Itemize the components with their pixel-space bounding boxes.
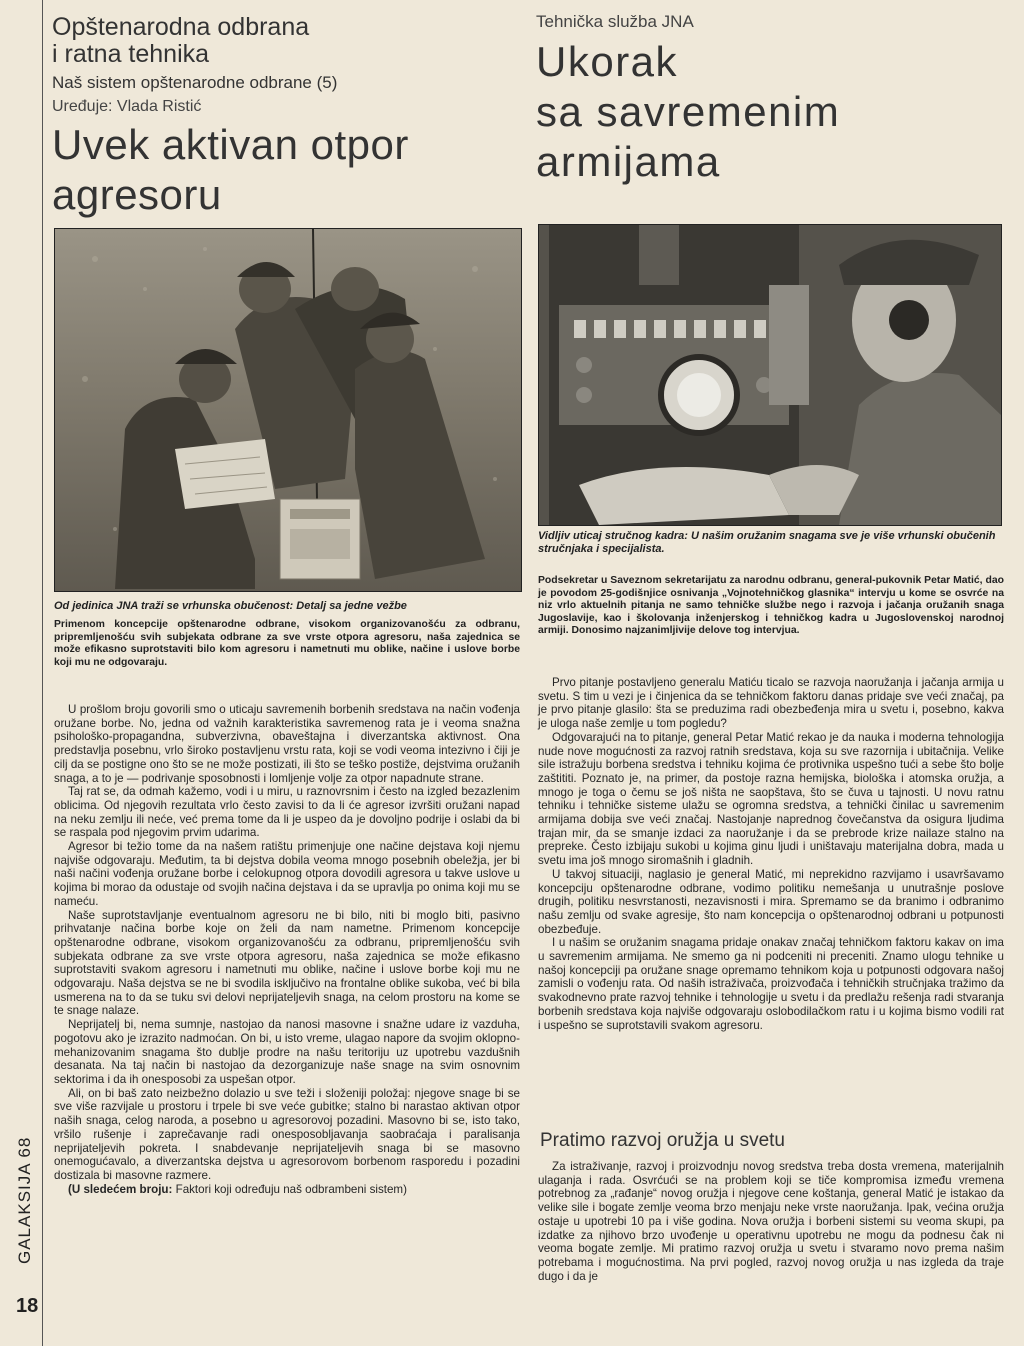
margin-rule	[42, 0, 43, 1346]
left-headline-2: agresoru	[52, 171, 222, 218]
right-article-header	[536, 8, 1006, 185]
series-title: Naš sistem opštenarodne odbrane (5)	[52, 73, 338, 92]
left-lead-paragraph: Primenom koncepcije opštenarodne odbrane, visokom organizovanošću za odbranu, pripremljenošću svih subjekata odbrane za sve vrste otpora agresoru, naša zajednica se može efikasno suprotstaviti bilo kom agresoru i nametnuti mu oblike, načine i uslove borbe koji mu ne odgovaraju.	[54, 619, 520, 668]
right-paragraph: I u našim se oružanim snagama pridaje onakav značaj tehničkom faktoru kakav on ima u savremenim armijama. Ne smemo ga ni podceniti ni preceniti. Znamo ulogu tehnike u našoj koncepciji pa oružane snage opremamo tehnikom koja u potpunosti odgovara našoj zamisli o vođenju rata. Od naših istraživača, proizvođača i tehničkih stručnjaka tražimo da svakodnevno prate razvoj tehnike i tehnologije u svetu i da predlažu rešenja radi stvaranja borbenih sredstava koja najviše odgovaraju oslobodilačkom ratu i u kojima bismo vodili rat i uspešno se suprotstavili svakom agresoru.	[538, 936, 1004, 1032]
next-issue-label: (U sledećem broju:	[68, 1182, 173, 1196]
editor-line: Uređuje: Vlada Ristić	[52, 98, 202, 115]
page-number: 18	[16, 1295, 39, 1317]
soldiers-field-photo	[54, 228, 522, 592]
right-paragraph: Za istraživanje, razvoj i proizvodnju novog sredstva treba dosta vremena, materijalnih ulaganja i rada. Osvrćući se na problem koji se tiče kompromisa između vremena potrebnog za „rađanje“ novog oružja i njegove cene koštanja, general Matić je istakao da velike sile i bogate zemlje veoma brzo menjaju neke vrste naoružanja. Ipak, većina oružja ostaje u upotrebi 10 pa i više godina. Nova oružja i borbeni sistemi su veoma skupi, pa izdatke za njihovo brzo uvođenje u operativnu upotrebu ne mogu da podnesu čak ni veoma bogate zemlje. Mi pratimo razvoj oružja u svetu i stvaramo novo prema našim potrebama i mogućnostima. Na prvi pogled, razvoj novog oružja u nas izgleda da traje dugo i da je	[538, 1160, 1004, 1283]
left-paragraph: Ali, on bi baš zato neizbežno dolazio u sve teži i složeniji položaj: njegove snage bi se sve više razvijale u prostoru i trpele bi sve veće gubitke; stalno bi narastao aktivan otpor naših snaga, celog naroda, a posebno u agresorovoj pozadini. Masovno bi se, isto tako, vršilo rušenje i zaprečavanje radi onesposobljavanja saobraćaja i paralisanja neprijateljevih pokreta. I snabdevanje neprijateljevih snaga bi se masovno onemogućavalo, a diverzantska dejstva u agresorovom borbenom rasporedu i pozadini dostizala bi masovne razmere.	[54, 1086, 520, 1182]
right-headline-1: Ukorak	[536, 38, 679, 85]
magazine-name: GALAKSIJA 68	[15, 1136, 34, 1264]
right-section-title: Tehnička služba JNA	[536, 12, 694, 31]
left-article-header	[52, 8, 522, 216]
right-paragraph: U takvoj situaciji, naglasio je general Matić, mi neprekidno razvijamo i usavršavamo koncepciju opštenarodne odbrane, vodimo politiku nemešanja u unutrašnje poslove drugih, politiku nesvrstanosti, nezavisnosti i mira. Spremamo se da branimo i odbranimo našu zemlju od svake agresije, što nam koncepcija o opštenarodnoj odbrani u potpunosti obezbeđuje.	[538, 867, 1004, 936]
left-paragraph: Neprijatelj bi, nema sumnje, nastojao da nanosi masovne i snažne udare iz vazduha, pogotovu ako je izrazito nadmoćan. On bi, u isto vreme, ulagao napore da svojim oklopno-mehanizovanim snagama što dublje prodre na našu teritoriju uz upotrebu vazdušnih desanata. Na taj način bi nastojao da dezorganizuje naše snage na svim osnovnim sektorima i da ih onesposobi za uspešan otpor.	[54, 1018, 520, 1086]
technician-equipment-photo	[538, 224, 1002, 526]
next-issue-note	[54, 1183, 520, 1197]
left-body	[54, 703, 520, 1196]
section-title-2: i ratna tehnika	[52, 40, 210, 68]
next-issue-text: Faktori koji određuju naš odbrambeni sistem)	[175, 1182, 407, 1196]
right-headline-2: sa savremenim	[536, 88, 841, 135]
technician-illustration	[539, 225, 1001, 525]
left-paragraph: Agresor bi težio tome da na našem ratištu primenjuje one načine dejstava koji njemu najviše odgovaraju. Međutim, ta bi dejstva dobila veoma mnogo posebnih obeležja, jer bi naši načini vođenja oružane borbe i celokupnog otpora dovodili agresora u takve uslove u kojima bi morao da odustaje od svojih načina dejstava i da se upravlja po onima koji mu se nameću.	[54, 840, 520, 908]
left-paragraph: U prošlom broju govorili smo o uticaju savremenih borbenih sredstava na način vođenja oružane borbe. No, jedna od važnih karakteristika savremenog rata je i veoma snažna psihološko-propagandna, subverzivna, obaveštajna i diverzantska aktivnost. Ona predstavlja posebnu, vrlo široko postavljenu vrstu rata, koji se vodi veoma intezivno i čiji je cilj da se postigne ono što se ne može postizati, ili što se teško postiže, dejstvima oružanih snaga, a to je — podrivanje sposobnosti i lomljenje volje za otpor napadnute strane.	[54, 703, 520, 785]
left-paragraph: Taj rat se, da odmah kažemo, vodi i u miru, u raznovrsnim i često na izgled bezazlenim oblicima. Od njegovih rezultata vrlo često zavisi to da li će agresor izvršiti oružani napad na neku zemlju ili neće, već prema tome da li je uspeo da je dovoljno podrije i oslabi da bi se raspala pod njegovim prvim udarima.	[54, 785, 520, 840]
right-photo-caption: Vidljiv uticaj stručnog kadra: U našim oružanim snagama sve je više vrhunski obučenih stručnjaka i specijalista.	[538, 530, 996, 555]
right-headline-3: armijama	[536, 138, 721, 185]
right-body	[538, 676, 1004, 1032]
left-paragraph: Naše suprotstavljanje eventualnom agresoru ne bi bilo, niti bi moglo biti, pasivno prihvatanje načina borbe koje on želi da nam nametne. Primenom koncepcije opštenarodne odbrane, visokom organizovanošću za odbranu, pripremljenošću svih subjekata odbrane za sve vrste otpora agresoru, naša zajednica se može efikasno suprotstaviti svakom agresoru i nametnuti mu oblike, načine i uslove borbe koji mu ne odgovaraju. Naša dejstva se ne bi svodila isključivo na frontalne oblike sukoba, već bi bila usmerena na to da se tuku svi delovi neprijateljevih snaga, na celom prostoru na kome se te snage nalaze.	[54, 908, 520, 1018]
left-headline-1: Uvek aktivan otpor	[52, 121, 409, 168]
soldiers-illustration	[55, 229, 521, 591]
section-title-1: Opštenarodna odbrana	[52, 13, 310, 41]
right-subheading: Pratimo razvoj oružja u svetu	[540, 1130, 785, 1151]
right-paragraph: Prvo pitanje postavljeno generalu Matiću ticalo se razvoja naoružanja i jačanja armija u svetu. S tim u vezi je i činjenica da se tehničkom faktoru danas pridaje sve veći značaj, pa je prvo pitanje glasilo: šta se preduzima radi obezbeđenja mira u svetu i, posebno, kakva je uloga naše zemlje u tom pogledu?	[538, 676, 1004, 731]
right-body-continued	[538, 1160, 1004, 1283]
right-lead-paragraph: Podsekretar u Saveznom sekretarijatu za narodnu odbranu, general-pukovnik Petar Matić, dao je povodom 25-godišnjice osnivanja „Vojnotehničkog glasnika“ intervju u kome se osvrće na niz vrlo aktuelnih pitanja ne samo tehničke službe nego i razvoja i jačanja oružanih snaga Jugoslavije, kao i školovanja inženjerskog i tehničkog kadra u Jugoslovenskoj narodnoj armiji. Donosimo najzanimljivije delove tog intervjua.	[538, 575, 1004, 637]
left-photo-caption: Od jedinica JNA traži se vrhunska obučenost: Detalj sa jedne vežbe	[54, 600, 407, 612]
right-paragraph: Odgovarajući na to pitanje, general Petar Matić rekao je da nauka i moderna tehnologija nude nove mogućnosti za razvoj ratnih sredstava, koja su sve razornija i ubitačnija. Velike sile istražuju borbena sredstva i tehniku kojima će protivnika uspešno tući a sebe što bolje zaštititi. Poznato je, na primer, da postoje razna hemijska, biološka i atomska oružja, a mnogo je toga o čemu se još ništa ne saopštava, što se čuva u tajnosti. U novu ratnu tehniku i tehničke sisteme ulažu se ogromna sredstva, a tehnički činilac u savremenim armijama dobija sve veći značaj. Nastojanje naprednog čovečanstva da osigura ljudima trajan mir, da se smanje izdaci za naoružanje i da se prebrode krize nailaze stalno na prepreke. Često izbijaju sukobi u kojima ginu ljudi i uništavaju materijalna dobra, mada u svetu ima još mnogo siromašnih i gladnih.	[538, 730, 1004, 868]
